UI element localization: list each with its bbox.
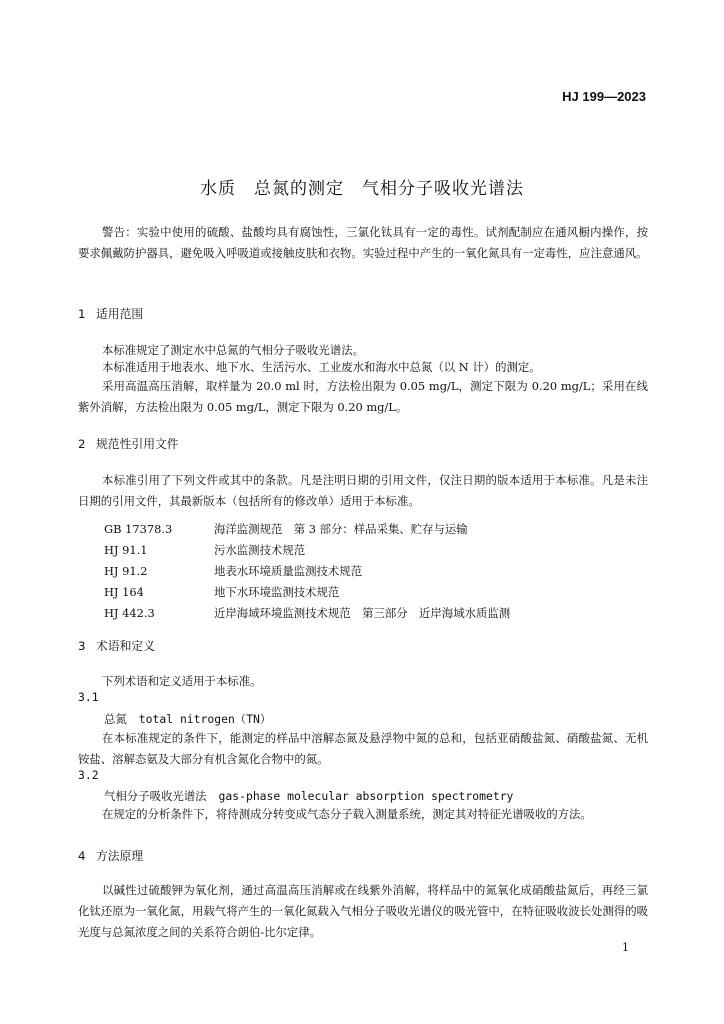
section-2-heading bbox=[78, 435, 179, 452]
term-number: 3.2 bbox=[78, 768, 99, 782]
term-definition: 在规定的分析条件下，将待测成分转变成气态分子载入测量系统，测定其对特征光谱吸收的方法。 bbox=[102, 807, 592, 821]
section-title: 方法原理 bbox=[96, 849, 144, 863]
reference-item bbox=[104, 542, 305, 558]
term-number: 3.1 bbox=[78, 690, 99, 704]
section-1-paragraph: 本标准规定了测定水中总氮的气相分子吸收光谱法。 bbox=[102, 343, 364, 357]
term-en: gas-phase molecular absorption spectrometry bbox=[218, 789, 514, 803]
reference-name: 近岸海域环境监测技术规范 第三部分 近岸海域水质监测 bbox=[214, 606, 511, 620]
reference-name: 地下水环境监测技术规范 bbox=[214, 585, 340, 599]
term-zh: 总氮 bbox=[104, 712, 127, 726]
section-3-heading bbox=[78, 637, 155, 654]
page-number: 1 bbox=[622, 941, 629, 954]
section-number: 3 bbox=[78, 639, 86, 653]
reference-code: HJ 442.3 bbox=[104, 606, 155, 620]
term-en: total nitrogen（TN） bbox=[138, 712, 272, 726]
section-1-paragraph: 本标准适用于地表水、地下水、生活污水、工业废水和海水中总氮（以 N 计）的测定。 bbox=[102, 360, 541, 374]
section-2-intro: 本标准引用了下列文件或其中的条款。凡是注明日期的引用文件，仅注日期的版本适用于本标准。凡是未注日期的引用文件，其最新版本（包括所有的修改单）适用于本标准。 bbox=[78, 473, 648, 508]
reference-code: HJ 91.2 bbox=[104, 564, 148, 578]
section-3-intro: 下列术语和定义适用于本标准。 bbox=[102, 674, 262, 688]
term-heading bbox=[104, 711, 271, 727]
document-title: 水质 总氮的测定 气相分子吸收光谱法 bbox=[200, 179, 524, 199]
standard-code: HJ 199—2023 bbox=[562, 89, 646, 104]
reference-code: HJ 91.1 bbox=[104, 543, 148, 557]
section-4-heading bbox=[78, 847, 143, 864]
term-heading bbox=[104, 788, 513, 804]
section-number: 1 bbox=[78, 307, 86, 321]
warning-paragraph: 警告：实验中使用的硫酸、盐酸均具有腐蚀性，三氯化钛具有一定的毒性。试剂配制应在通风橱内操作，按要求佩戴防护器具，避免吸入呼吸道或接触皮肤和衣物。实验过程中产生的一氧化氮具有一定毒性，应注意通风。 bbox=[78, 225, 648, 260]
reference-code: GB 17378.3 bbox=[104, 522, 173, 536]
section-1-paragraph: 采用高温高压消解，取样量为 20.0 ml 时，方法检出限为 0.05 mg/L，测定下限为 0.20 mg/L；采用在线紫外消解，方法检出限为 0.05 mg/L，测定下限为 0.20 mg/L。 bbox=[78, 379, 648, 414]
reference-item bbox=[104, 584, 339, 600]
term-zh: 气相分子吸收光谱法 bbox=[104, 789, 207, 803]
reference-item bbox=[104, 521, 468, 537]
section-title: 术语和定义 bbox=[96, 639, 155, 653]
section-number: 4 bbox=[78, 849, 86, 863]
section-number: 2 bbox=[78, 437, 86, 451]
section-4-paragraph: 以碱性过硫酸钾为氧化剂，通过高温高压消解或在线紫外消解，将样品中的氮氧化成硝酸盐氮后，再经三氯化钛还原为一氧化氮，用载气将产生的一氧化氮载入气相分子吸收光谱仪的吸光管中，在特征吸收波长处测得的吸光度与总氮浓度之间的关系符合朗伯-比尔定律。 bbox=[78, 883, 648, 939]
section-title: 适用范围 bbox=[96, 307, 144, 321]
reference-item bbox=[104, 605, 510, 621]
reference-code: HJ 164 bbox=[104, 585, 144, 599]
term-definition: 在本标准规定的条件下，能测定的样品中溶解态氮及悬浮物中氮的总和，包括亚硝酸盐氮、硝酸盐氮、无机铵盐、溶解态氨及大部分有机含氮化合物中的氮。 bbox=[78, 731, 648, 766]
reference-name: 海洋监测规范 第 3 部分：样品采集、贮存与运输 bbox=[214, 522, 468, 536]
section-1-heading bbox=[78, 305, 143, 322]
reference-item bbox=[104, 563, 362, 579]
reference-name: 地表水环境质量监测技术规范 bbox=[214, 564, 363, 578]
reference-name: 污水监测技术规范 bbox=[214, 543, 306, 557]
section-title: 规范性引用文件 bbox=[96, 437, 179, 451]
